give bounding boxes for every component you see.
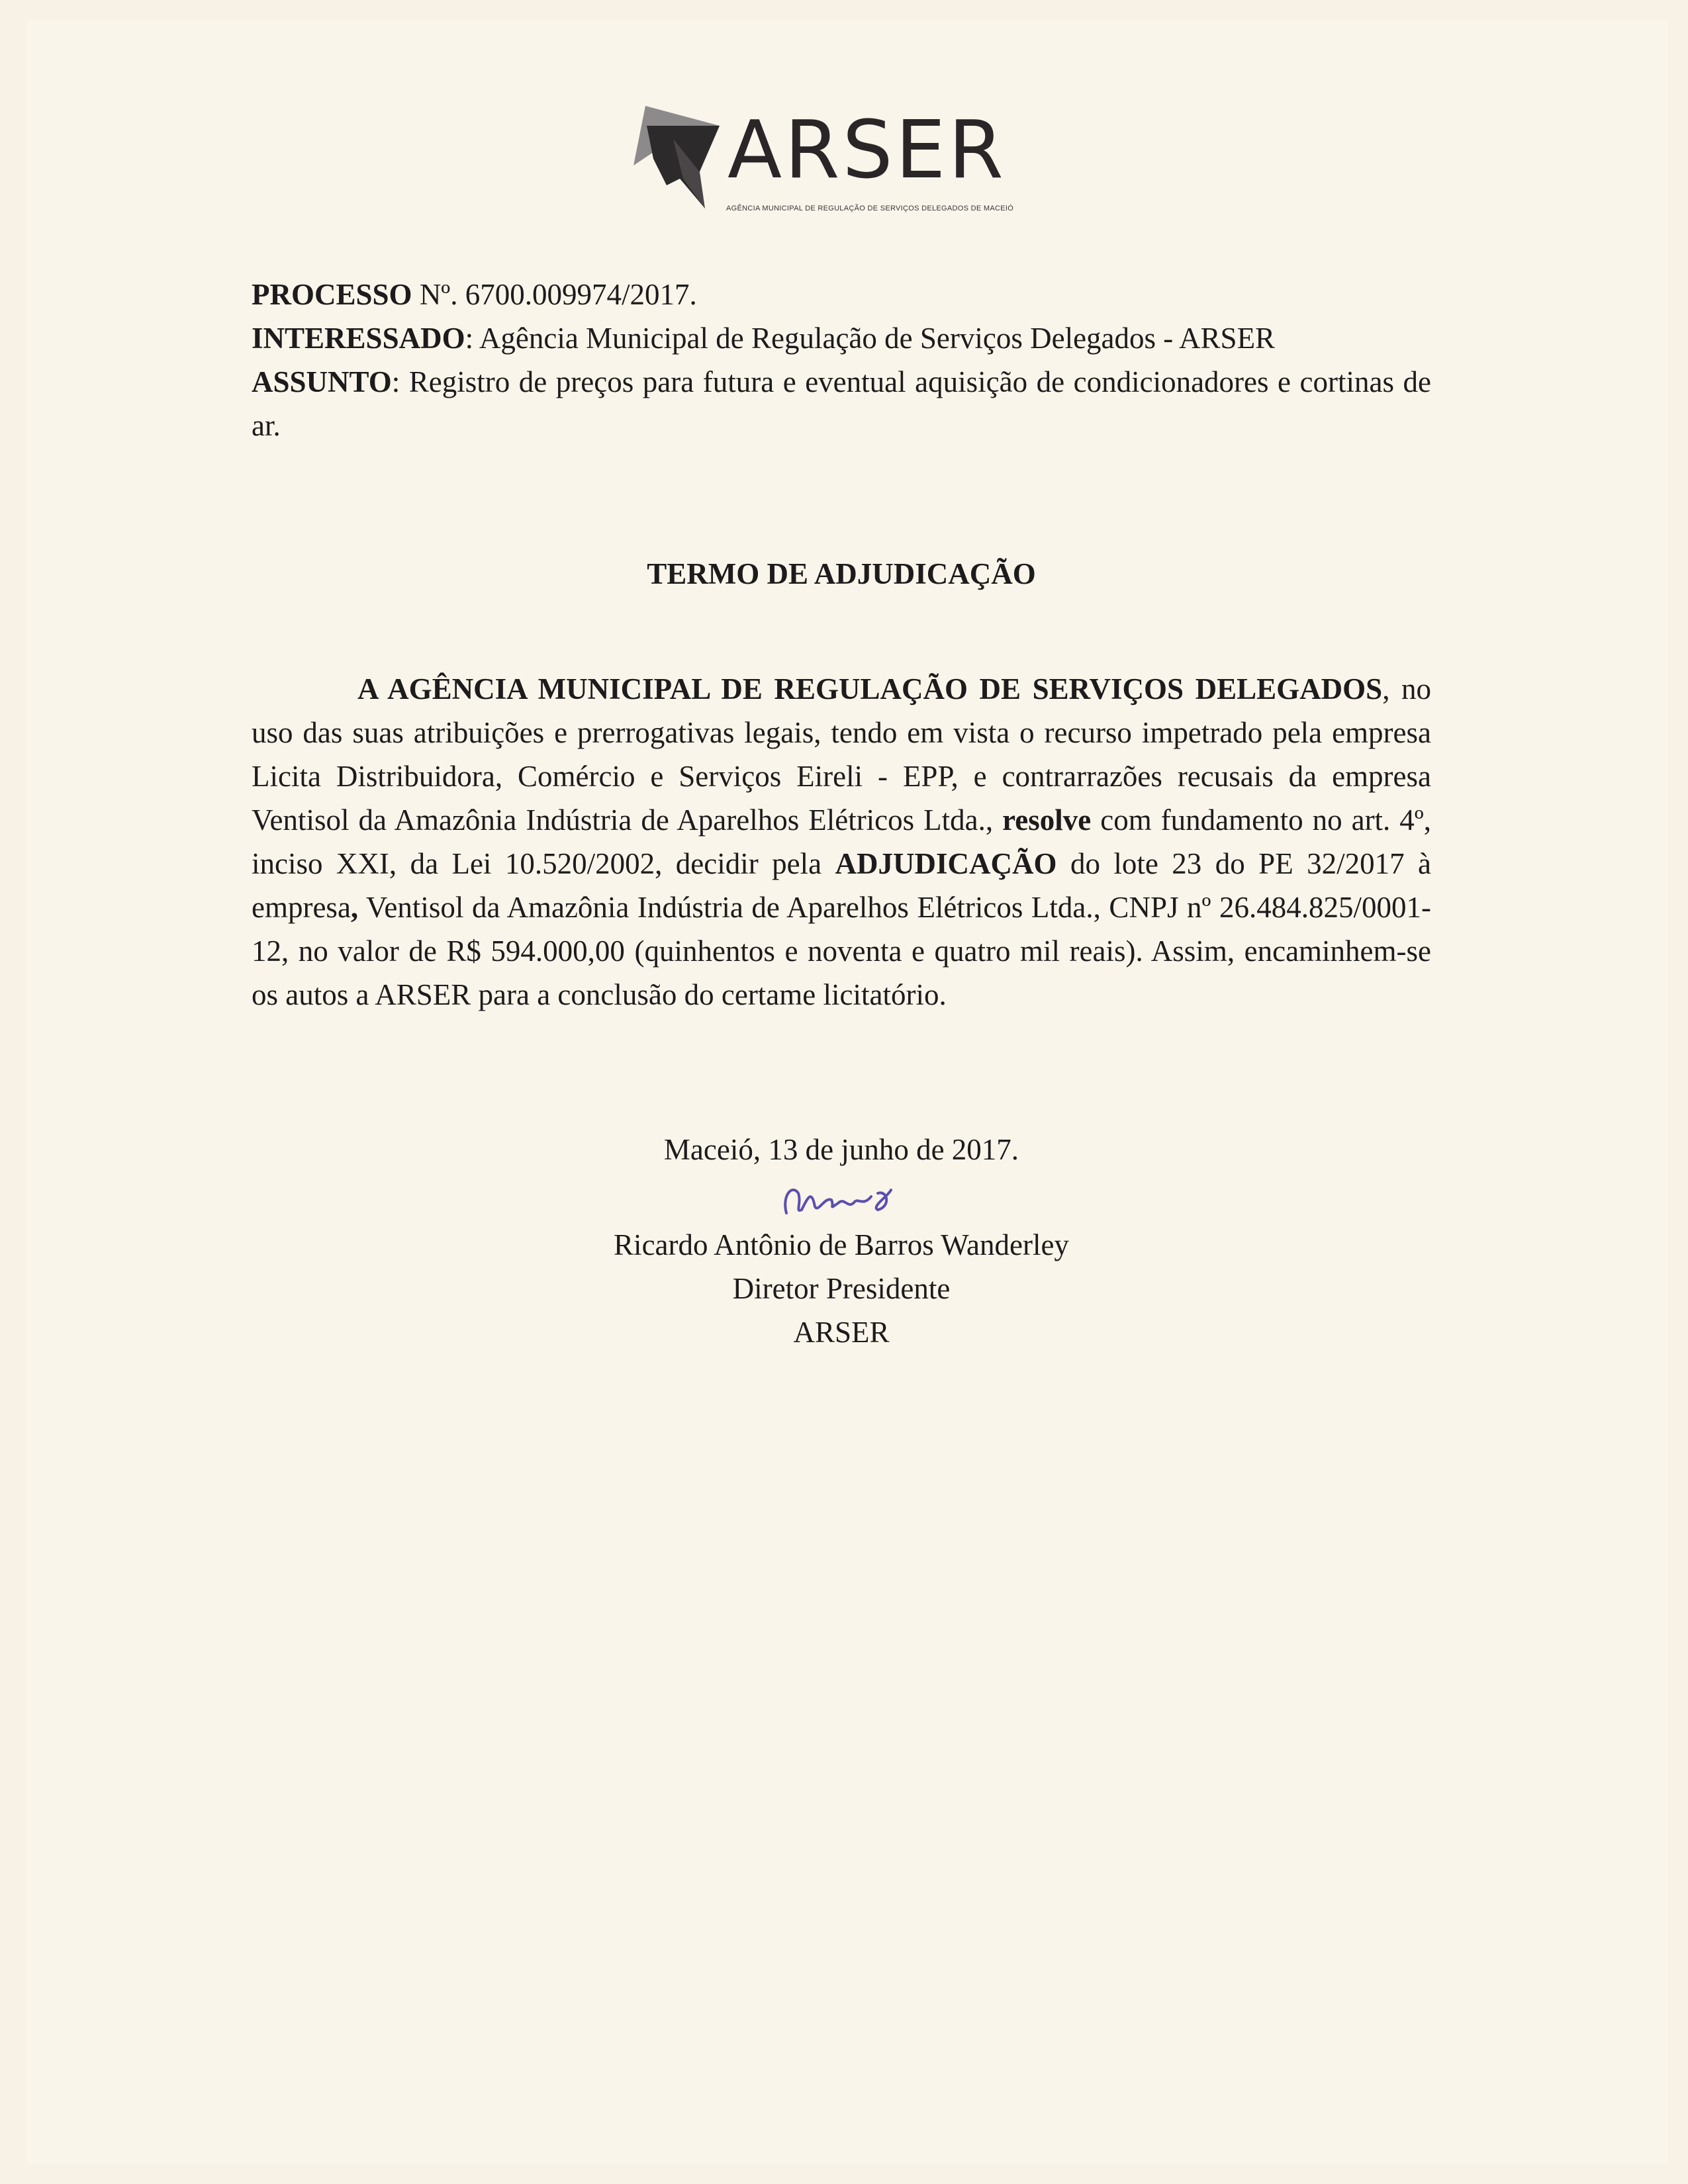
body-text: , no uso das suas atribuições e prerrogativas legais, tendo em vista o recurso impetrado pela empresa Licita Distribuidora, Comércio e Serviços Eireli - EPP, e contrarrazões recusais da empresa Ventisol da Amazônia Indústria de Aparelhos Elétricos Ltda.,	[252, 672, 1431, 837]
body-text: do lote 23 do PE 32/2017 à empresa	[252, 847, 1432, 924]
body-text: Ventisol da Amazônia Indústria de Aparelhos Elétricos Ltda., CNPJ nº 26.484.825/0001-12, no valor de R$ 594.000,00 (quinhentos e noventa e quatro mil reais). Assim, encaminhem-se os autos a ARSER para a conclusão do certame licitatório.	[252, 891, 1431, 1011]
signatory-name: Ricardo Antônio de Barros Wanderley	[614, 1228, 1069, 1261]
signatory-org: ARSER	[793, 1316, 890, 1349]
logo-wordmark: ARSER	[727, 105, 1006, 197]
assunto-value: : Registro de preços para futura e eventual aquisição de condicionadores e cortinas de ar.	[252, 365, 1431, 442]
logo-mark-icon	[627, 99, 733, 212]
adjudicacao-word: ADJUDICAÇÃO	[835, 847, 1057, 880]
assunto-label: ASSUNTO	[252, 365, 392, 398]
resolve-word: resolve	[1002, 803, 1092, 837]
assunto-line	[252, 360, 1431, 447]
interessado-value: : Agência Municipal de Regulação de Serviços Delegados - ARSER	[465, 322, 1276, 355]
interessado-line	[252, 316, 1431, 360]
interessado-label: INTERESSADO	[252, 322, 465, 355]
body-text: com fundamento no art. 4º, inciso XXI, da Lei 10.520/2002, decidir pela	[252, 803, 1431, 880]
date-line: Maceió, 13 de junho de 2017.	[663, 1133, 1019, 1166]
body-paragraph	[252, 667, 1431, 1017]
logo-subtitle: AGÊNCIA MUNICIPAL DE REGULAÇÃO DE SERVIÇOS DELEGADOS DE MACEIÓ	[726, 205, 1014, 212]
processo-label: PROCESSO	[252, 278, 412, 311]
signatory-role: Diretor Presidente	[732, 1272, 951, 1305]
document-title: TERMO DE ADJUDICAÇÃO	[647, 557, 1036, 590]
bold-comma: ,	[350, 891, 359, 924]
document-content	[252, 273, 1431, 1354]
agency-name: A AGÊNCIA MUNICIPAL DE REGULAÇÃO DE SERVIÇOS DELEGADOS	[357, 672, 1383, 705]
processo-line	[252, 273, 1431, 316]
processo-value: Nº. 6700.009974/2017.	[412, 278, 697, 311]
handwritten-signature	[778, 1177, 904, 1223]
arser-logo	[627, 99, 1064, 225]
